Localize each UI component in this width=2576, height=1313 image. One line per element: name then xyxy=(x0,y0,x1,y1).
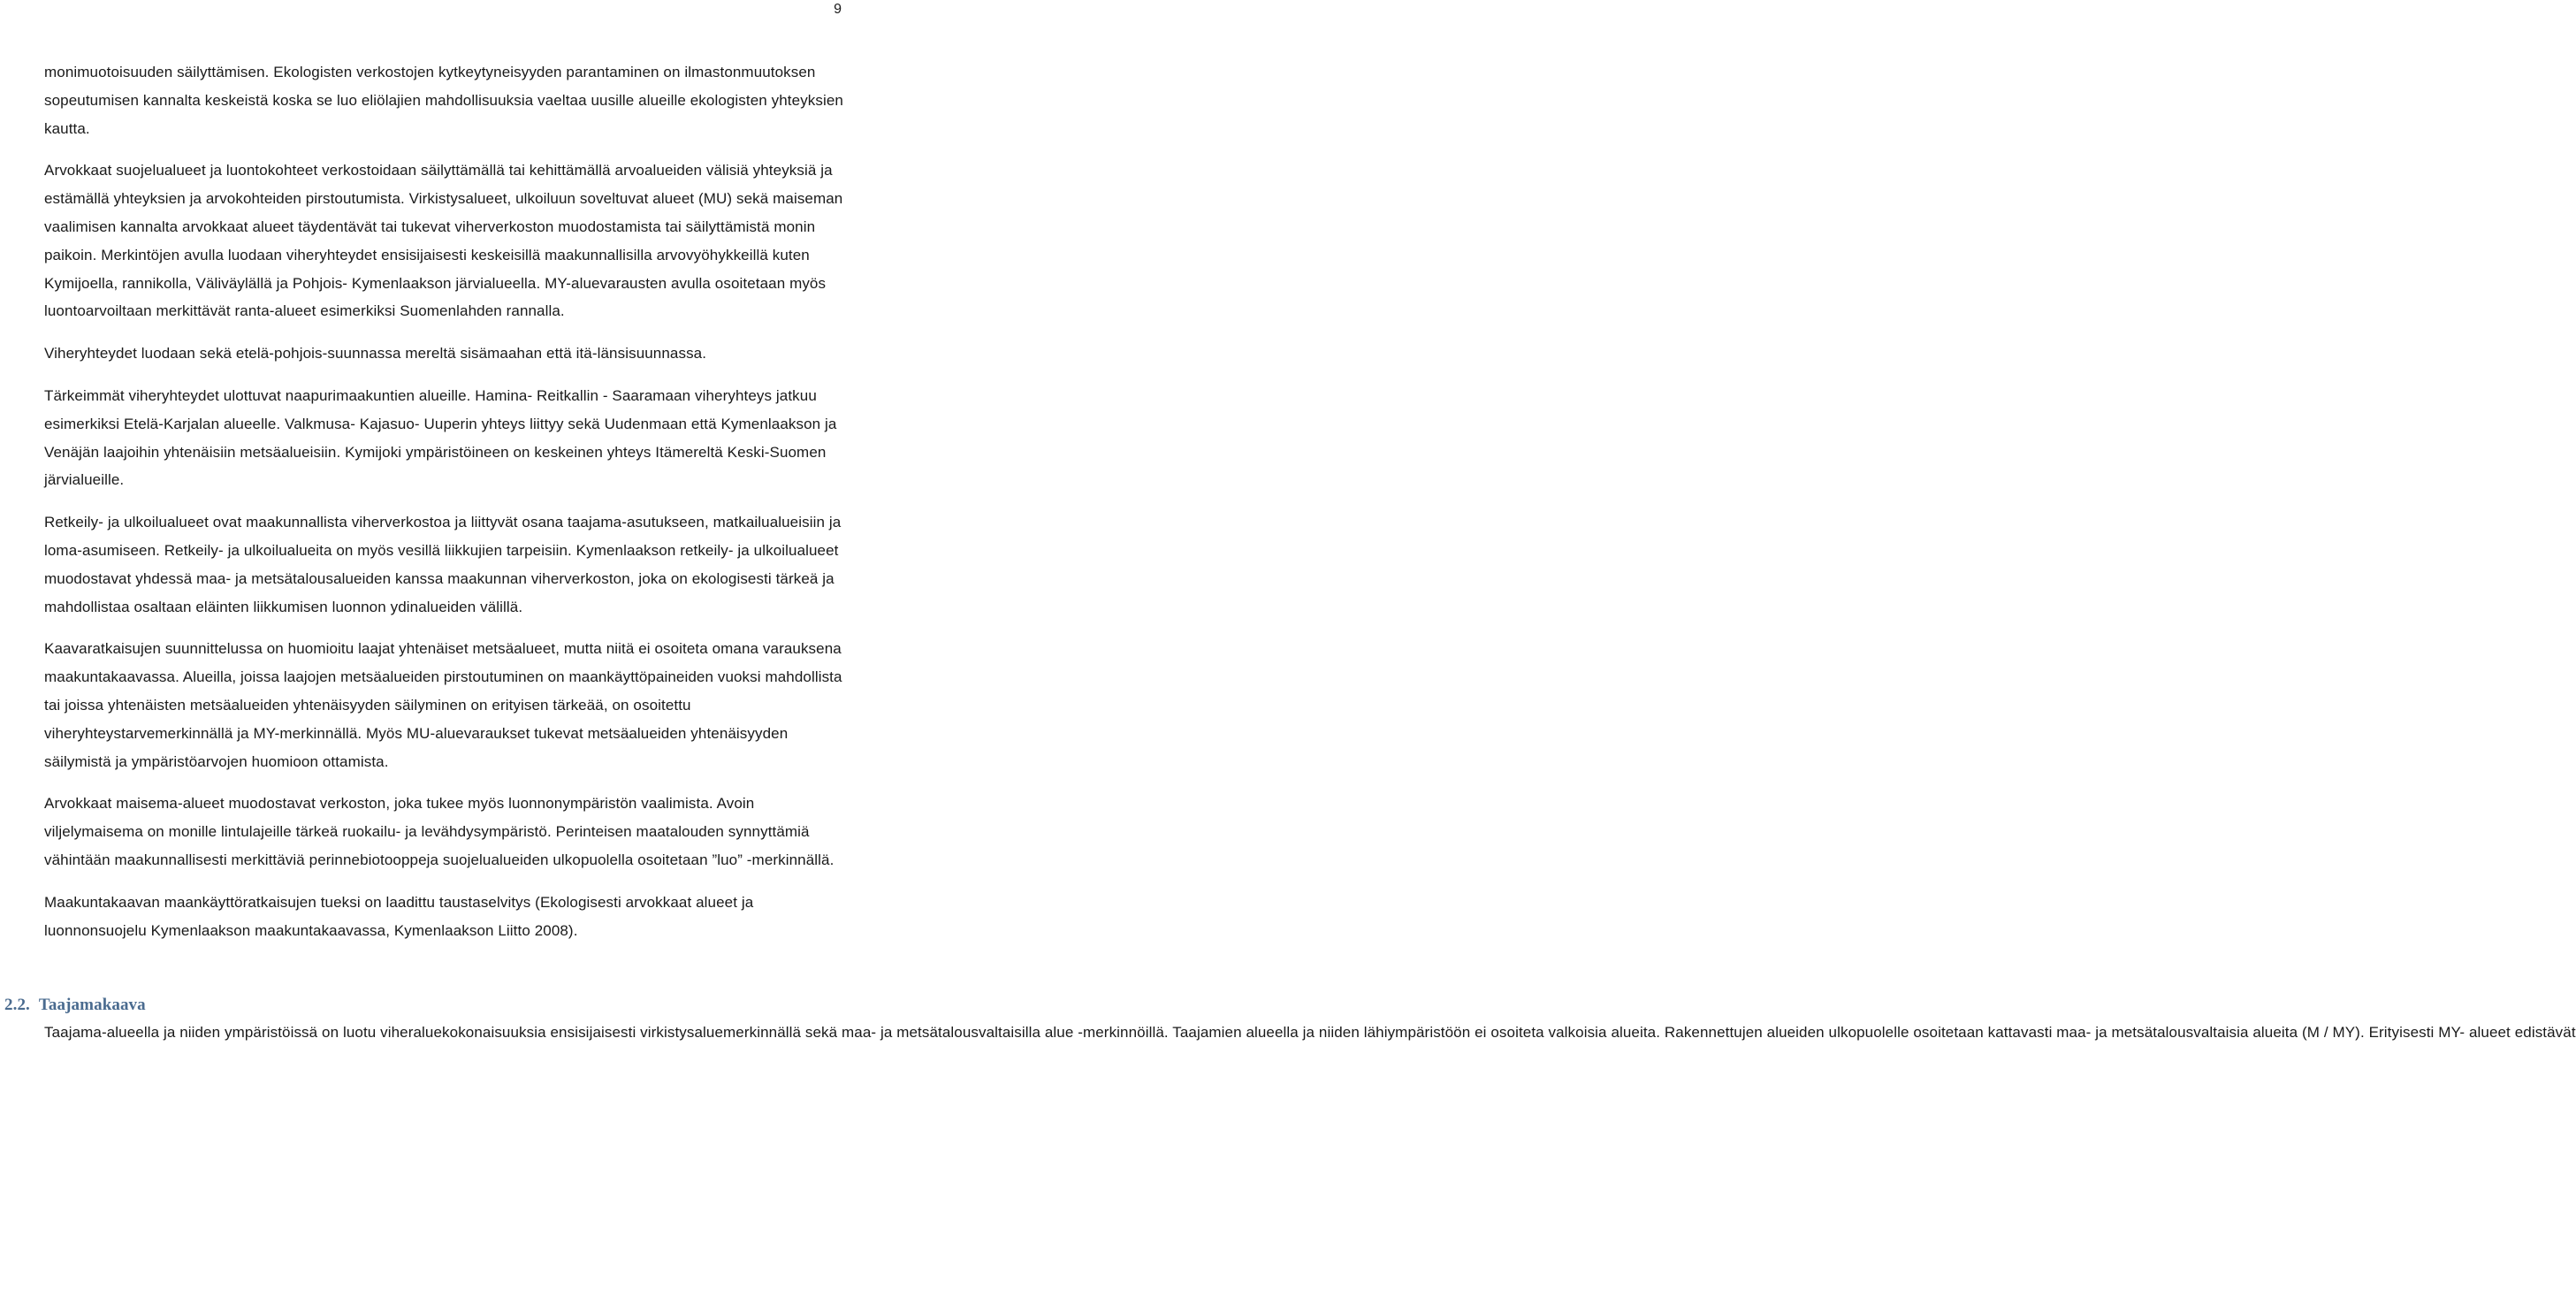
section-heading xyxy=(4,992,844,1019)
paragraph-green-connections: Viheryhteydet luodaan sekä etelä-pohjois-suunnassa mereltä sisämaahan että itä-länsisuunnassa. xyxy=(44,345,707,363)
paragraph-recreation-areas: Retkeily- ja ulkoilualueet ovat maakunnallista viherverkostoa ja liittyvät osana taajama-asutukseen, matkailualueisiin ja loma-asumiseen. Retkeily- ja ulkoilualueita on myös vesillä liikkujien tarpeisiin. Kymenlaakson retkeily- ja ulkoilualueet muodostavat yhdessä maa- ja metsätalousalueiden kanssa maakunnan viherverkoston, joka on ekologisesti tärkeä ja mahdollistaa osaltaan eläinten liikkumisen luonnon ydinalueiden välillä. xyxy=(44,514,842,615)
paragraph-protected-areas: Arvokkaat suojelualueet ja luontokohteet verkostoidaan säilyttämällä tai kehittämällä arvoalueiden välisiä yhteyksiä ja estämällä yhteyksien ja arvokohteiden pirstoutumista. Virkistysalueet, ulkoiluun soveltuvat alueet (MU) sekä maiseman vaalimisen kannalta arvokkaat alueet täydentävät tai tukevat viherverkoston muodostamista tai säilyttämistä monin paikoin. Merkintöjen avulla luodaan viheryhteydet ensisijaisesti keskeisillä maakunnallisilla arvovyöhykkeillä kuten Kymijoella, rannikolla, Väliväylällä ja Pohjois- Kymenlaakson järvialueella. MY-aluevarausten avulla osoitetaan myös luontoarvoiltaan merkittävät ranta-alueet esimerkiksi Suomenlahden rannalla. xyxy=(44,162,843,320)
paragraph-section-text: Taajama-alueella ja niiden ympäristöissä on luotu viheraluekokonaisuuksia ensisijaisesti virkistysaluemerkinnällä sekä maa- ja metsätalousvaltaisilla alue -merkinnöillä. Taajamien alueella ja niiden lähiympäristöön ei osoiteta valkoisia alueita. Rakennettujen alueiden ulkopuolelle osoitetaan kattavasti maa- ja metsätalousvaltaisia alueita (M / MY). Erityisesti MY- alueet edistävät xyxy=(44,1024,2576,1042)
paragraph-background-study: Maakuntakaavan maankäyttöratkaisujen tueksi on laadittu taustaselvitys (Ekologisesti arvokkaat alueet ja luonnonsuojelu Kymenlaakson maakuntakaavassa, Kymenlaakson Liitto 2008). xyxy=(44,893,754,939)
section-title: Taajamakaava xyxy=(38,996,146,1015)
document-body xyxy=(4,58,2576,1047)
section-number: 2.2. xyxy=(4,996,30,1015)
paragraph-main-connections: Tärkeimmät viheryhteydet ulottuvat naapurimaakuntien alueille. Hamina- Reitkallin - Saaramaan viheryhteys jatkuu esimerkiksi Etelä-Karjalan alueelle. Valkmusa- Kajasuo- Uuperin yhteys liittyy sekä Uudenmaan että Kymenlaakson ja Venäjän laajoihin yhtenäisiin metsäalueisiin. Kymijoki ympäristöineen on keskeinen yhteys Itämereltä Keski-Suomen järvialueille. xyxy=(44,386,837,489)
paragraph-intro: monimuotoisuuden säilyttämisen. Ekologisten verkostojen kytkeytyneisyyden parantaminen on ilmastonmuutoksen sopeutumisen kannalta keskeistä koska se luo eliölajien mahdollisuuksia vaeltaa uusille alueille ekologisten yhteyksien kautta. xyxy=(44,64,843,137)
paragraph-forest-areas: Kaavaratkaisujen suunnittelussa on huomioitu laajat yhtenäiset metsäalueet, mutta niitä ei osoiteta omana varauksena maakuntakaavassa. Alueilla, joissa laajojen metsäalueiden pirstoutuminen on maankäyttöpaineiden vuoksi mahdollista tai joissa yhtenäisten metsäalueiden yhtenäisyyden säilyminen on erityisen tärkeää, on osoitettu viheryhteystarvemerkinnällä ja MY-merkinnällä. Myös MU-aluevaraukset tukevat metsäalueiden yhtenäisyyden säilymistä ja ympäristöarvojen huomioon ottamista. xyxy=(44,640,842,770)
page-number: 9 xyxy=(834,2,842,17)
paragraph-landscape-areas: Arvokkaat maisema-alueet muodostavat verkoston, joka tukee myös luonnonympäristön vaalimista. Avoin viljelymaisema on monille lintulajeille tärkeä ruokailu- ja levähdysympäristö. Perinteisen maatalouden synnyttämiä vähintään maakunnallisesti merkittäviä perinnebiotooppeja suojelualueiden ulkopuolella osoitetaan ”luo” -merkinnällä. xyxy=(44,795,835,868)
